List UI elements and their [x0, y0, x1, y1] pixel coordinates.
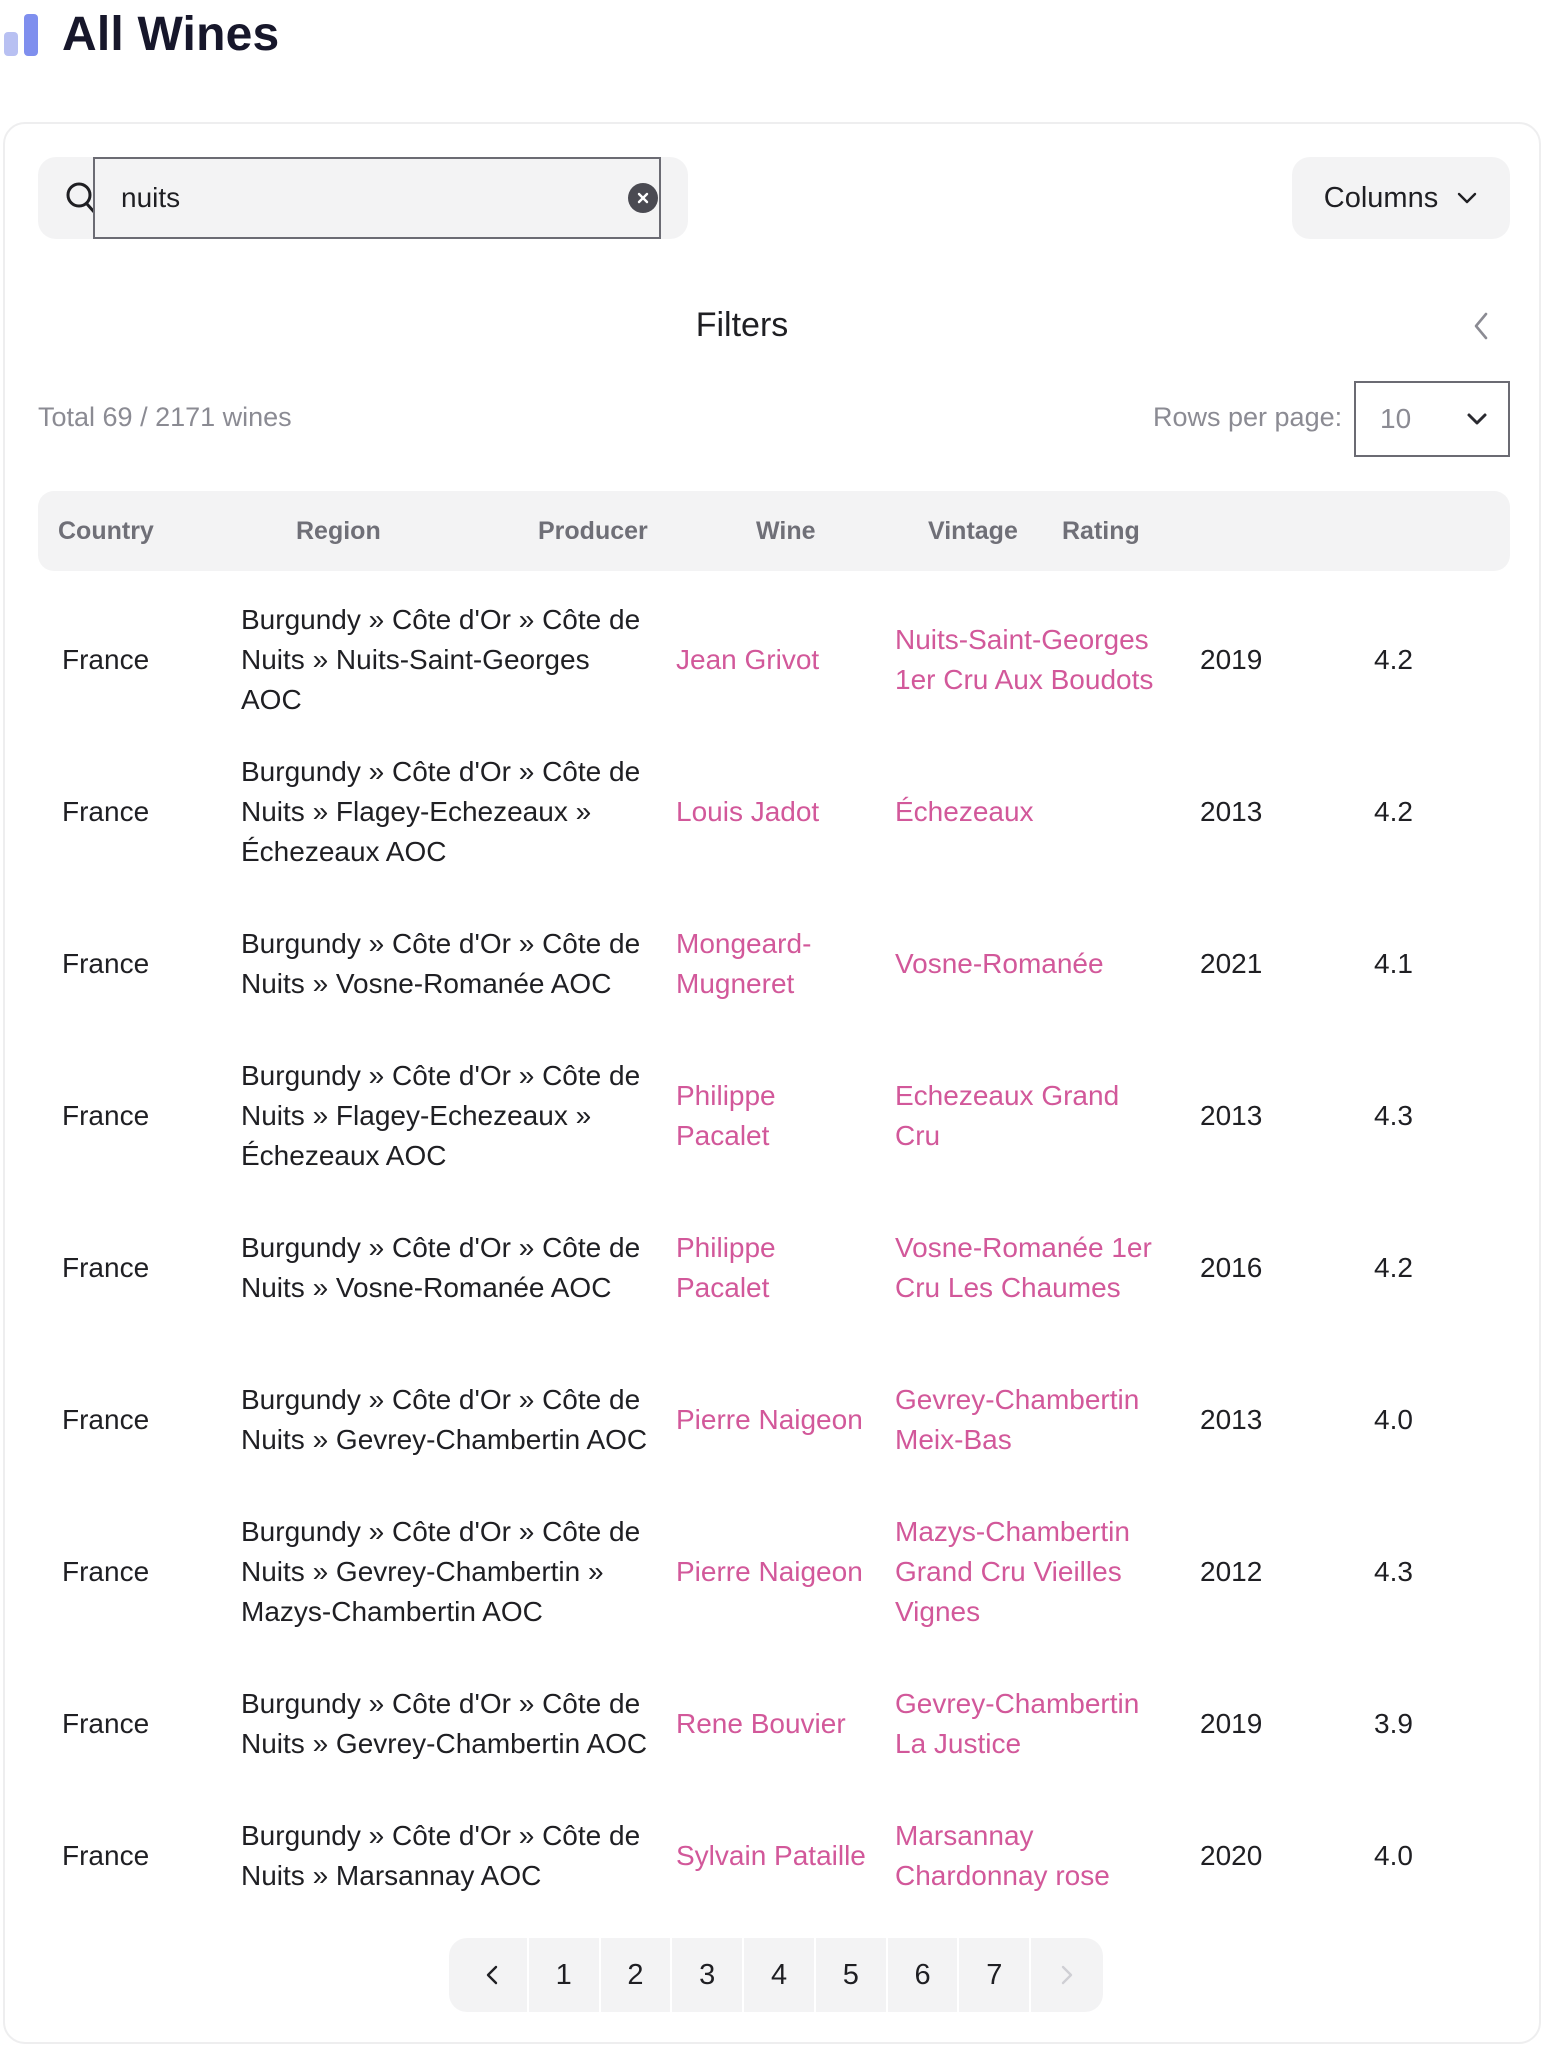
- chevron-left-icon: [485, 1964, 499, 1986]
- wine-link[interactable]: Vosne-Romanée 1er Cru Les Chaumes: [895, 1232, 1152, 1303]
- column-header-rating[interactable]: Rating: [1062, 517, 1140, 545]
- cell-country: France: [62, 644, 150, 675]
- producer-link[interactable]: Jean Grivot: [676, 644, 820, 675]
- wines-card: [3, 122, 1541, 2044]
- pagination-page-6[interactable]: 6: [888, 1938, 960, 2012]
- cell-country: France: [62, 1708, 150, 1739]
- pagination-prev-button[interactable]: [457, 1938, 529, 2012]
- logo-bar-chart-icon: [4, 12, 44, 56]
- table-row: [38, 1344, 1510, 1496]
- rows-per-page-label: Rows per page:: [1153, 402, 1343, 432]
- cell-rating: 4.3: [1374, 1100, 1413, 1131]
- pagination-page-2[interactable]: 2: [601, 1938, 673, 2012]
- column-header-producer[interactable]: Producer: [538, 517, 648, 545]
- cell-region: Burgundy » Côte d'Or » Côte de Nuits » Flagey-Echezeaux » Échezeaux AOC: [241, 756, 641, 867]
- filters-row: [5, 286, 1543, 366]
- cell-country: France: [62, 1404, 150, 1435]
- cell-vintage: 2021: [1200, 948, 1263, 979]
- cell-rating: 4.0: [1374, 1840, 1413, 1871]
- filters-toggle-button[interactable]: [1461, 306, 1501, 346]
- cell-region: Burgundy » Côte d'Or » Côte de Nuits » Gevrey-Chambertin AOC: [241, 1384, 648, 1455]
- table-row: [38, 736, 1510, 888]
- cell-country: France: [62, 1556, 150, 1587]
- cell-country: France: [62, 1252, 150, 1283]
- wine-link[interactable]: Nuits-Saint-Georges 1er Cru Aux Boudots: [895, 624, 1154, 695]
- pagination-page-7[interactable]: 7: [959, 1938, 1031, 2012]
- cell-country: France: [62, 948, 150, 979]
- cell-country: France: [62, 796, 150, 827]
- wine-link[interactable]: Mazys-Chambertin Grand Cru Vieilles Vignes: [895, 1516, 1130, 1627]
- cell-country: France: [62, 1100, 150, 1131]
- filters-label: Filters: [695, 306, 789, 344]
- columns-button-label: Columns: [1323, 181, 1439, 214]
- search-bar: [38, 157, 688, 239]
- cell-region: Burgundy » Côte d'Or » Côte de Nuits » Nuits-Saint-Georges AOC: [241, 604, 641, 715]
- producer-link[interactable]: Pierre Naigeon: [676, 1404, 863, 1435]
- wine-link[interactable]: Vosne-Romanée: [895, 948, 1104, 979]
- clear-search-button[interactable]: [628, 183, 658, 213]
- chevron-down-icon: [1466, 412, 1488, 426]
- wine-link[interactable]: Échezeaux: [895, 796, 1034, 827]
- column-header-vintage[interactable]: Vintage: [928, 517, 1018, 545]
- table-row: [38, 1648, 1510, 1800]
- table-row: [38, 1496, 1510, 1648]
- pagination-next-button[interactable]: [1031, 1938, 1103, 2012]
- cell-vintage: 2019: [1200, 1708, 1263, 1739]
- wine-link[interactable]: Gevrey-Chambertin La Justice: [895, 1688, 1140, 1759]
- cell-vintage: 2016: [1200, 1252, 1263, 1283]
- wine-link[interactable]: Gevrey-Chambertin Meix-Bas: [895, 1384, 1140, 1455]
- producer-link[interactable]: Philippe Pacalet: [676, 1232, 776, 1303]
- chevron-down-icon: [1456, 191, 1478, 205]
- cell-vintage: 2013: [1200, 1100, 1263, 1131]
- pagination-page-4[interactable]: 4: [744, 1938, 816, 2012]
- cell-rating: 4.2: [1374, 796, 1413, 827]
- cell-region: Burgundy » Côte d'Or » Côte de Nuits » Flagey-Echezeaux » Échezeaux AOC: [241, 1060, 641, 1171]
- cell-rating: 4.3: [1374, 1556, 1413, 1587]
- cell-vintage: 2013: [1200, 1404, 1263, 1435]
- cell-region: Burgundy » Côte d'Or » Côte de Nuits » Vosne-Romanée AOC: [241, 1232, 641, 1303]
- column-header-region[interactable]: Region: [296, 517, 381, 545]
- cell-vintage: 2020: [1200, 1840, 1263, 1871]
- columns-button[interactable]: [1292, 157, 1510, 239]
- page-title: All Wines: [62, 7, 280, 61]
- table-row: [38, 1192, 1510, 1344]
- table-row: [38, 584, 1510, 736]
- rows-per-page-select[interactable]: [1354, 381, 1510, 457]
- clear-icon: [636, 191, 650, 205]
- producer-link[interactable]: Mongeard-Mugneret: [676, 928, 812, 999]
- page-header: [4, 6, 279, 62]
- total-count: Total 69 / 2171 wines: [38, 402, 292, 432]
- table-body: [38, 584, 1510, 1912]
- cell-region: Burgundy » Côte d'Or » Côte de Nuits » Gevrey-Chambertin AOC: [241, 1688, 648, 1759]
- pagination-page-1[interactable]: 1: [529, 1938, 601, 2012]
- table-row: [38, 1800, 1510, 1912]
- wine-link[interactable]: Marsannay Chardonnay rose: [895, 1820, 1110, 1891]
- chevron-left-icon: [1472, 311, 1490, 341]
- table-header: [38, 491, 1510, 571]
- table-row: [38, 1040, 1510, 1192]
- cell-vintage: 2012: [1200, 1556, 1263, 1587]
- producer-link[interactable]: Philippe Pacalet: [676, 1080, 776, 1151]
- cell-rating: 4.2: [1374, 1252, 1413, 1283]
- cell-region: Burgundy » Côte d'Or » Côte de Nuits » Gevrey-Chambertin » Mazys-Chambertin AOC: [241, 1516, 641, 1627]
- column-header-wine[interactable]: Wine: [756, 517, 816, 545]
- cell-rating: 4.2: [1374, 644, 1413, 675]
- producer-link[interactable]: Rene Bouvier: [676, 1708, 846, 1739]
- chevron-right-icon: [1060, 1964, 1074, 1986]
- cell-region: Burgundy » Côte d'Or » Côte de Nuits » Marsannay AOC: [241, 1820, 641, 1891]
- cell-rating: 4.1: [1374, 948, 1413, 979]
- table-row: [38, 888, 1510, 1040]
- pagination-page-3[interactable]: 3: [672, 1938, 744, 2012]
- producer-link[interactable]: Pierre Naigeon: [676, 1556, 863, 1587]
- pagination-page-5[interactable]: 5: [816, 1938, 888, 2012]
- cell-rating: 4.0: [1374, 1404, 1413, 1435]
- column-header-country[interactable]: Country: [58, 517, 154, 545]
- wine-link[interactable]: Echezeaux Grand Cru: [895, 1080, 1120, 1151]
- search-input[interactable]: [93, 157, 661, 239]
- cell-country: France: [62, 1840, 150, 1871]
- pagination: [449, 1938, 1103, 2012]
- cell-rating: 3.9: [1374, 1708, 1413, 1739]
- cell-vintage: 2013: [1200, 796, 1263, 827]
- rows-per-page-value: 10: [1380, 403, 1412, 434]
- cell-vintage: 2019: [1200, 644, 1263, 675]
- cell-region: Burgundy » Côte d'Or » Côte de Nuits » Vosne-Romanée AOC: [241, 928, 641, 999]
- producer-link[interactable]: Louis Jadot: [676, 796, 820, 827]
- producer-link[interactable]: Sylvain Pataille: [676, 1840, 866, 1871]
